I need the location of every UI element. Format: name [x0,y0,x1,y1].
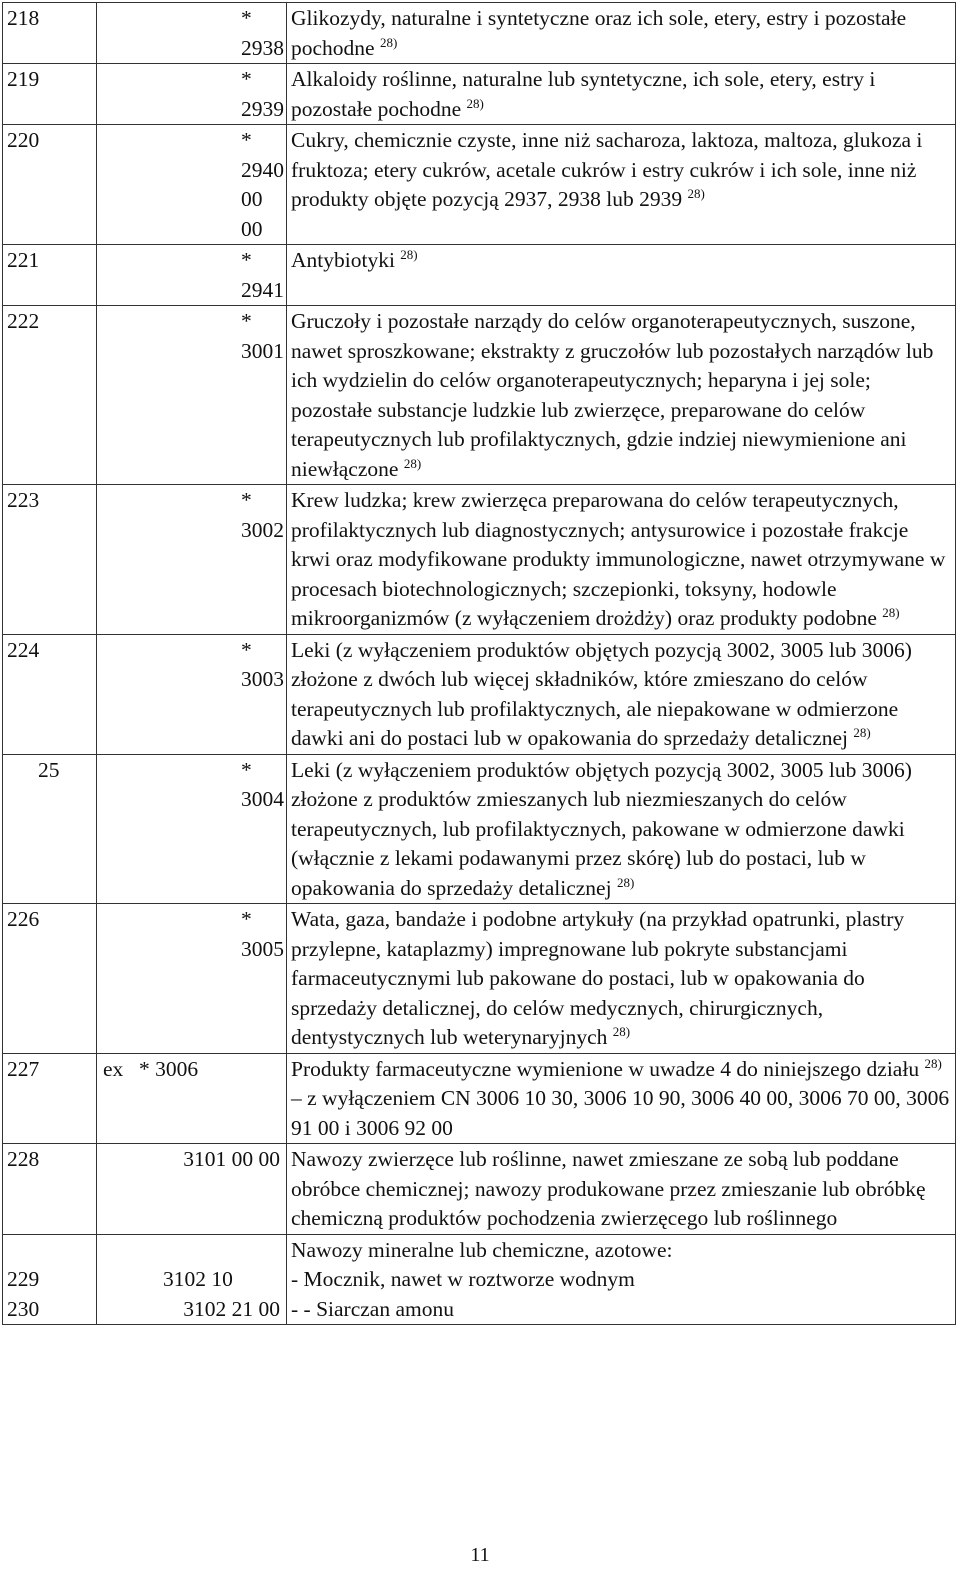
row-number: 224 [3,634,97,754]
footnote-ref: 28) [853,724,871,740]
description [287,245,956,306]
description-text: Glikozydy, naturalne i syntetyczne oraz ich sole, etery, estry i pozostałe pochodne [291,6,907,60]
row-number: 220 [3,125,97,245]
description [287,306,956,485]
cn-code: * 2940 00 00 [97,125,287,245]
description [287,3,956,64]
row-number [3,1234,97,1325]
description-text: Antybiotyki [291,248,395,272]
table-row [3,904,956,1054]
row-number-229: 229 [7,1267,40,1291]
cn-code-value: 3101 00 00 [183,1147,280,1171]
cn-code: * 2939 [97,64,287,125]
table-row [3,485,956,635]
cn-code-value: * 3006 [139,1056,199,1081]
table-row [3,3,956,64]
description: Nawozy zwierzęce lub roślinne, nawet zmieszane ze sobą lub poddane obróbce chemicznej; nawozy produkowane przez zmieszanie lub obróbkę chemiczną produktów pochodzenia zwierzęcego lub roślinnego [287,1144,956,1235]
description [287,125,956,245]
description [287,485,956,635]
page-number: 11 [470,1544,490,1566]
table-row [3,245,956,306]
cn-code: * 3003 [97,634,287,754]
description [287,1234,956,1325]
cn-code: * 3001 [97,306,287,485]
description-text: Gruczoły i pozostałe narządy do celów organoterapeutycznych, suszone, nawet sproszkowane; ekstrakty z gruczołów lub pozostałych narządów lub ich wydzielin do celów organoterapeutycznych; heparyna i jej sole; pozostałe substancje ludzkie lub zwierzęce, preparowane do celów terapeutycznych lub profilaktycznych, gdzie indziej niewymienione ani niewłączone [291,309,934,481]
description [287,904,956,1054]
cn-code [97,1144,287,1235]
table-row [3,634,956,754]
cn-code [97,1053,287,1144]
cn-code-3102-21-00: 3102 21 00 [183,1296,280,1321]
row-number: 25 [3,754,97,904]
footnote-ref: 28) [687,185,705,201]
description-text: Produkty farmaceutyczne wymienione w uwadze 4 do niniejszego działu [291,1056,920,1081]
description-exclusion: – z wyłączeniem CN 3006 10 30, 3006 10 90, 3006 40 00, 3006 70 00, 3006 91 00 i 3006 92 00 [291,1086,950,1140]
row-number: 222 [3,306,97,485]
description [287,634,956,754]
table-row [3,64,956,125]
description-text: Leki (z wyłączeniem produktów objętych pozycją 3002, 3005 lub 3006) złożone z dwóch lub więcej składników, które zmieszano do celów terapeutycznych lub profilaktycznych, ale niepakowane w odmierzone dawki ani do postaci lub w opakowania do sprzedaży detalicznej [291,637,912,750]
cn-code: * 3002 [97,485,287,635]
row-number: 228 [3,1144,97,1235]
row-number-230: 230 [7,1296,40,1321]
row-number: 221 [3,245,97,306]
description-text: Alkaloidy roślinne, naturalne lub syntetyczne, ich sole, etery, estry i pozostałe pochodne [291,67,876,121]
footnote-ref: 28) [882,604,900,620]
row-number: 219 [3,64,97,125]
description [287,64,956,125]
footnote-ref: 28) [616,874,635,890]
table-row [3,754,956,904]
cn-code: * 2938 [97,3,287,64]
footnote-ref: 28) [612,1023,631,1039]
footnote-ref: 28) [466,95,484,111]
ex-marker: ex [103,1056,124,1081]
table-row-229-230 [3,1234,956,1325]
cn-code: * 2941 [97,245,287,306]
table-row-227 [3,1053,956,1144]
footnote-ref: 28) [400,246,418,262]
footnote-ref: 28) [403,455,422,471]
description [287,754,956,904]
row-number: 227 [3,1053,97,1144]
table-row [3,125,956,245]
footnote-ref: 28) [924,1055,942,1071]
goods-table [2,2,956,1325]
row-number: 223 [3,485,97,635]
cn-code [97,1234,287,1325]
table-row-228 [3,1144,956,1235]
cn-code: * 3005 [97,904,287,1054]
footnote-ref: 28) [379,34,398,50]
cn-code-3102-10: 3102 10 [163,1267,233,1291]
description-heading: Nawozy mineralne lub chemiczne, azotowe: [291,1237,673,1262]
description-item-ammonium-sulphate: - - Siarczan amonu [291,1296,454,1321]
description-text: Cukry, chemicznie czyste, inne niż sacharoza, laktoza, maltoza, glukoza i fruktoza; etery cukrów, acetale cukrów i estry cukrów i ich sole, inne niż produkty objęte pozycją 2937, 2938 lub 2939 [291,128,923,211]
cn-code: * 3004 [97,754,287,904]
row-number: 218 [3,3,97,64]
row-number: 226 [3,904,97,1054]
description-text: Krew ludzka; krew zwierzęca preparowana do celów terapeutycznych, profilaktycznych lub diagnostycznych; antysurowice i pozostałe frakcje krwi oraz modyfikowane produkty immunologiczne, nawet otrzymywane w procesach biotechnologicznych; szczepionki, toksyny, hodowle mikroorganizmów (z wyłączeniem drożdży) oraz produkty podobne [291,488,946,630]
description-text: Leki (z wyłączeniem produktów objętych pozycją 3002, 3005 lub 3006) złożone z produktów zmieszanych lub niezmieszanych do celów terapeutycznych, lub profilaktycznych, pakowane w odmierzone dawki (włącznie z lekami podawanymi przez skórę) lub do postaci, lub w opakowania do sprzedaży detalicznej [291,757,912,900]
description [287,1053,956,1144]
description-text: Wata, gaza, bandaże i podobne artykuły (na przykład opatrunki, plastry przylepne, kataplazmy) impregnowane lub pokryte substancjami farmaceutycznymi lub pakowane do postaci, lub w opakowania do sprzedaży detalicznej, do celów medycznych, chirurgicznych, dentystycznych lub weterynaryjnych [291,907,905,1049]
description-item-urea: - Mocznik, nawet w roztworze wodnym [291,1267,635,1291]
table-row [3,306,956,485]
